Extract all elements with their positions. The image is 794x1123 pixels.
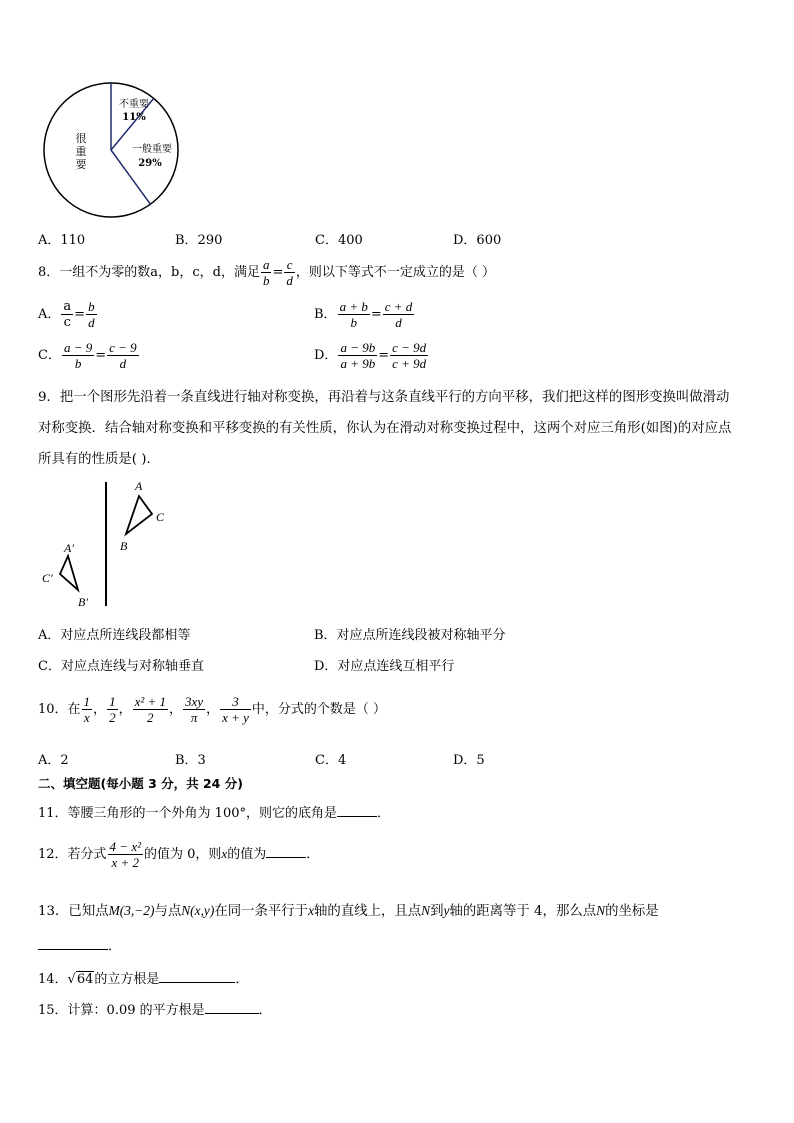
point-a-prime-label: A′	[64, 541, 74, 555]
q10-frac-5: $\frac{3}{x + y}$	[222, 693, 249, 725]
q11: 11．等腰三角形的一个外角为 100°，则它的底角是 ．	[38, 806, 391, 821]
point-b-prime-label: B′	[78, 595, 88, 609]
q9-option-c[interactable]: C．对应点连线与对称轴垂直	[38, 659, 204, 674]
q11-answer-blank[interactable]	[337, 804, 377, 817]
q8-b-left: $\frac{a + b}{b}$	[339, 298, 368, 330]
triangle-a1b1c1	[60, 556, 78, 590]
q15: 15．计算：0.09 的平方根是 ．	[38, 1003, 272, 1018]
q8-option-c[interactable]: C． $\frac{a - 9}{b}$ = $\frac{c - 9}{d}$	[38, 339, 137, 371]
q10-frac-1: $\frac{1}{x}$	[83, 693, 91, 725]
q7-option-c[interactable]: C．400	[315, 233, 363, 248]
q9-line-1: 9．把一个图形先沿着一条直线进行轴对称变换，再沿着与这条直线平行的方向平移，我们把这样的图形变换叫做滑动	[38, 390, 730, 405]
q10-frac-4: $\frac{3xy}{\pi}$	[185, 693, 204, 725]
q8-option-d[interactable]: D． $\frac{a - 9b}{a + 9b}$ = $\frac{c - 9d}{c + 9d}$	[314, 339, 427, 371]
point-b-label: B	[120, 539, 128, 553]
q8-a-left: $\frac{a}{c}$	[63, 298, 72, 330]
pie-label-moderate: 一般重要	[132, 144, 172, 155]
point-m: M(3,−2)	[108, 903, 155, 918]
sqrt-64: √64	[67, 972, 94, 987]
triangle-abc	[126, 496, 152, 534]
q7-option-b[interactable]: B．290	[175, 233, 223, 248]
point-a-label: A	[135, 479, 143, 493]
q8-d-label: D．	[314, 348, 338, 363]
pie-chart	[36, 80, 186, 225]
q15-answer-blank[interactable]	[205, 1001, 259, 1014]
q10-frac-3: $\frac{\text{x² + 1}}{2}$	[134, 693, 167, 725]
q7-option-d[interactable]: D．600	[453, 233, 502, 248]
q9-line-3: 所具有的性质是( )．	[38, 452, 160, 467]
q8-stem-post: ，则以下等式不一定成立的是（ ）	[295, 265, 495, 280]
pie-pct-unimportant: 11%	[122, 112, 146, 123]
q8-given-right: $\frac{c}{d}$	[286, 256, 293, 288]
pie-label-very-important: 很重要	[75, 132, 87, 171]
q14: 14．√64的立方根是 ．	[38, 972, 249, 987]
q8-b-label: B．	[314, 307, 337, 322]
q8-b-right: $\frac{c + d}{d}$	[384, 298, 413, 330]
pie-label-unimportant: 不重要	[119, 99, 149, 110]
q8-option-b[interactable]: B． $\frac{a + b}{b}$ = $\frac{c + d}{d}$	[314, 298, 413, 330]
q8-stem: 8．一组不为零的数a，b，c，d，满足 $\frac{a}{b}$ = $\frac{c}{d}$ ，则以下等式不一定成立的是（ ）	[38, 256, 495, 288]
q8-c-label: C．	[38, 348, 61, 363]
point-n: N(x,y)	[181, 903, 215, 918]
q10-option-a[interactable]: A．2	[38, 753, 69, 768]
pie-pct-moderate: 29%	[138, 158, 162, 169]
q14-answer-blank[interactable]	[159, 970, 235, 983]
q9-figure	[36, 476, 186, 616]
q13-answer-blank[interactable]	[38, 937, 108, 950]
q7-option-a[interactable]: A．110	[38, 233, 86, 248]
q13: 13．已知点M(3,−2)与点N(x,y)在同一条平行于x轴的直线上，且点N到y轴的距离等于 4，那么点N的坐标是	[38, 903, 659, 919]
q8-c-right: $\frac{c - 9}{d}$	[109, 339, 137, 371]
q13-answer-line: ．	[38, 935, 121, 954]
q8-option-a[interactable]: A． $\frac{a}{c}$ = $\frac{b}{d}$	[38, 298, 95, 330]
q8-c-left: $\frac{a - 9}{b}$	[63, 339, 93, 371]
q9-option-d[interactable]: D．对应点连线互相平行	[314, 659, 455, 674]
q10-pre: 10．在	[38, 702, 81, 717]
q8-d-right: $\frac{c - 9d}{c + 9d}$	[392, 339, 427, 371]
q12-pre: 12．若分式	[38, 847, 107, 862]
point-c-label: C	[156, 510, 165, 524]
q10-option-b[interactable]: B．3	[175, 753, 206, 768]
q10-option-d[interactable]: D．5	[453, 753, 485, 768]
q8-a-label: A．	[38, 307, 61, 322]
q11-text: 11．等腰三角形的一个外角为 100°，则它的底角是	[38, 806, 337, 821]
q10-post: 中，分式的个数是（ ）	[251, 702, 387, 717]
q10-option-c[interactable]: C．4	[315, 753, 347, 768]
q10-stem: 10．在 $\frac{1}{x}$ ， $\frac{1}{2}$ ， $\frac{\text{x² + 1}}{2}$ ， $\frac{3xy}{\pi}$ ， $\frac{3}{x + y}$ 中，分式的个数是（ ）	[38, 693, 387, 725]
q9-option-a[interactable]: A．对应点所连线段都相等	[38, 628, 191, 643]
q12-fraction: $\frac{\text{4 − x²}}{x + 2}$	[109, 838, 141, 870]
section-2-heading: 二、填空题(每小题 3 分，共 24 分)	[38, 776, 243, 791]
point-c-prime-label: C′	[42, 571, 53, 585]
q8-d-left: $\frac{a - 9b}{a + 9b}$	[340, 339, 376, 371]
q9-option-b[interactable]: B．对应点所连线段被对称轴平分	[314, 628, 506, 643]
q8-stem-pre: 8．一组不为零的数a，b，c，d，满足	[38, 265, 260, 280]
q8-a-right: $\frac{b}{d}$	[88, 298, 95, 330]
q10-frac-2: $\frac{1}{2}$	[109, 693, 116, 725]
q12-answer-blank[interactable]	[266, 845, 306, 858]
q9-line-2: 对称变换．结合轴对称变换和平移变换的有关性质，你认为在滑动对称变换过程中，这两个对应三角形(如图)的对应点	[38, 421, 732, 436]
q12: 12．若分式 $\frac{\text{4 − x²}}{x + 2}$ 的值为 0，则x的值为 ．	[38, 838, 320, 870]
q8-given-left: $\frac{a}{b}$	[262, 256, 270, 288]
